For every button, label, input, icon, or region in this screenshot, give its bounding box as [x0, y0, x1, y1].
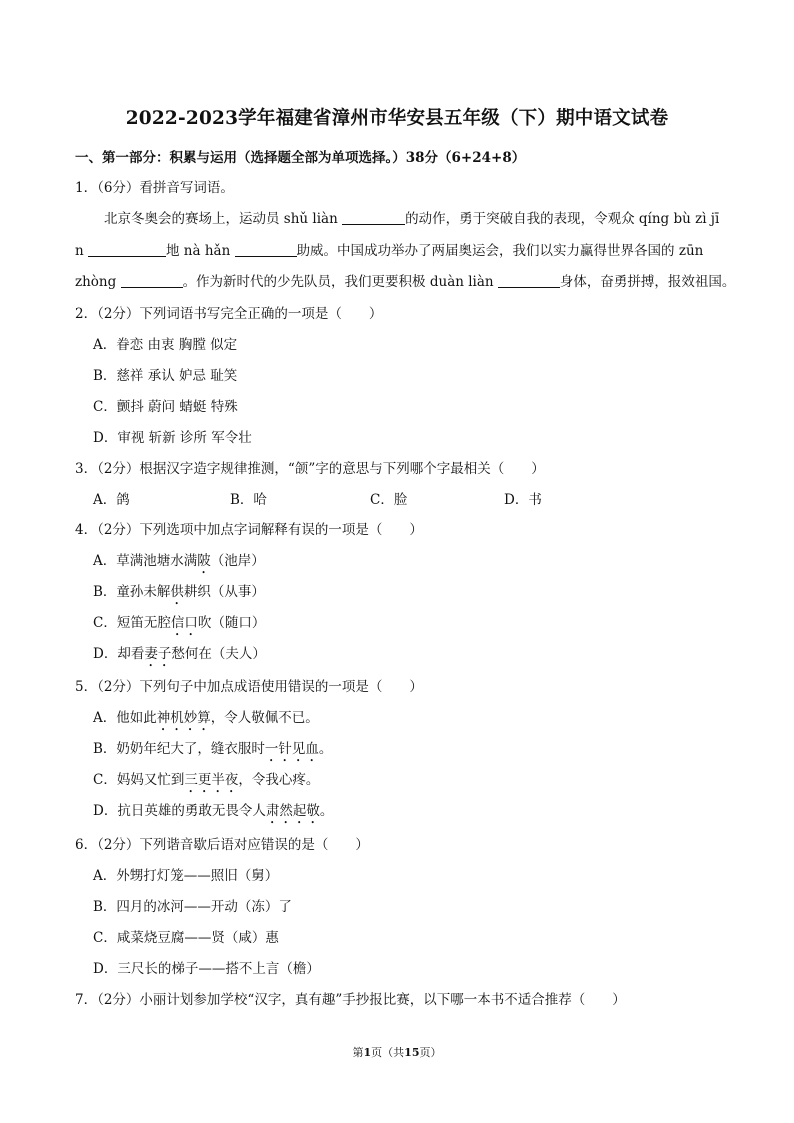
- question-4-option-c[interactable]: [93, 611, 265, 639]
- section-heading: 一、第一部分：积累与运用（选择题全部为单项选择。）38分（6+24+8）: [75, 150, 526, 166]
- question-6-option-b[interactable]: B．四月的冰河——开动（冻）了: [93, 899, 292, 915]
- dotted-idiom: 神机妙算: [156, 710, 211, 726]
- question-5-option-d[interactable]: [93, 799, 333, 827]
- option-text: C．妈妈又忙到: [93, 772, 185, 788]
- question-6-option-a[interactable]: A．外甥打灯笼——照旧（舅）: [93, 868, 279, 884]
- question-3-option-d[interactable]: D．书: [504, 492, 542, 508]
- page-footer: [0, 1044, 794, 1060]
- option-text: B．童孙未解: [93, 584, 171, 600]
- option-text: A．他如此: [93, 710, 157, 726]
- q1-text: 的动作，勇于突破自我的表现，令观众 qíng bù zì jī: [405, 211, 720, 227]
- question-4-head: 4．（2分）下列选项中加点字词解释有误的一项是（ ）: [75, 522, 423, 538]
- footer-total-pages: 15: [404, 1046, 420, 1059]
- question-7-head: 7．（2分）小丽计划参加学校“汉字，真有趣”手抄报比赛，以下哪一本书不适合推荐（ ）: [75, 992, 626, 1008]
- question-3-option-b[interactable]: B．哈: [230, 492, 267, 508]
- option-text: 吹（随口）: [197, 615, 266, 631]
- question-2-option-b[interactable]: B．慈祥 承认 妒忌 耻笑: [93, 368, 238, 384]
- option-text: A．草满池塘水满: [93, 553, 198, 569]
- footer-text: 第: [352, 1046, 364, 1059]
- q1-text: 助威。中国成功举办了两届奥运会，我们以实力赢得世界各国的 zūn: [296, 243, 704, 259]
- answer-blank[interactable]: [121, 273, 183, 288]
- dotted-word: 陂: [197, 553, 211, 569]
- question-2-option-d[interactable]: D．审视 斩新 诊所 军令壮: [93, 430, 252, 446]
- footer-text: 页）: [419, 1046, 442, 1059]
- question-4-option-b[interactable]: [93, 580, 265, 608]
- question-1-head: 1．（6分）看拼音写词语。: [75, 180, 234, 196]
- question-3-head: 3．（2分）根据汉字造字规律推测，“颌”字的意思与下列哪个字最相关（ ）: [75, 461, 545, 477]
- question-5-option-c[interactable]: [93, 768, 319, 796]
- option-text: ，令人敬佩不已。: [210, 710, 319, 726]
- question-5-head: 5．（2分）下列句子中加点成语使用错误的一项是（ ）: [75, 679, 423, 695]
- question-2-option-a[interactable]: A．眷恋 由衷 胸膛 似定: [93, 337, 238, 353]
- page-title: 2022-2023学年福建省漳州市华安县五年级（下）期中语文试卷: [125, 108, 669, 129]
- question-3-option-a[interactable]: A．鸽: [93, 492, 130, 508]
- option-text: C．短笛无腔: [93, 615, 171, 631]
- question-6-head: 6．（2分）下列谐音歇后语对应错误的是（ ）: [75, 837, 369, 853]
- answer-blank[interactable]: [88, 242, 166, 257]
- q1-text: n: [75, 243, 88, 259]
- question-4-option-a[interactable]: [93, 549, 265, 577]
- option-text: 耕织（从事）: [183, 584, 265, 600]
- option-text: B．奶奶年纪大了，缝衣服时: [93, 741, 265, 757]
- option-text: D．却看: [93, 646, 145, 662]
- question-5-option-a[interactable]: [93, 706, 319, 734]
- q1-text: zhòng: [75, 274, 121, 290]
- question-4-option-d[interactable]: [93, 642, 266, 670]
- question-3-options: [93, 488, 733, 508]
- option-text: （池岸）: [210, 553, 265, 569]
- option-text: D．抗日英雄的勇敢无畏令人: [93, 803, 266, 819]
- footer-text: 页（共: [371, 1046, 405, 1059]
- option-text: 愁何在（夫人）: [171, 646, 266, 662]
- question-6-option-c[interactable]: C．咸菜烧豆腐——贤（咸）惠: [93, 930, 279, 946]
- question-3-option-c[interactable]: C．脸: [370, 492, 408, 508]
- question-6-option-d[interactable]: D．三尺长的梯子——搭不上言（檐）: [93, 961, 320, 977]
- q1-text: 地 nà hǎn: [166, 243, 235, 259]
- q1-text: 。作为新时代的少先队员，我们更要积极 duàn liàn: [182, 274, 498, 290]
- question-1-line-1: [104, 207, 719, 227]
- dotted-word: 妻子: [144, 646, 172, 662]
- dotted-idiom: 一针见血: [264, 741, 319, 757]
- footer-page-number: 1: [363, 1046, 372, 1059]
- dotted-word: 信口: [170, 615, 198, 631]
- q1-text: 北京冬奥会的赛场上，运动员 shǔ liàn: [104, 211, 343, 227]
- answer-blank[interactable]: [235, 242, 297, 257]
- question-2-option-c[interactable]: C．颤抖 蔚问 蜻蜓 特殊: [93, 399, 238, 415]
- answer-blank[interactable]: [342, 210, 405, 225]
- answer-blank[interactable]: [498, 273, 560, 288]
- option-text: 。: [318, 741, 333, 757]
- q1-text: 身体，奋勇拼搏，报效祖国。: [559, 274, 736, 290]
- question-1-line-2: [75, 239, 703, 259]
- dotted-idiom: 肃然起敬: [265, 803, 320, 819]
- question-5-option-b[interactable]: [93, 737, 332, 765]
- question-1-line-3: [75, 270, 735, 290]
- dotted-idiom: 三更半夜: [184, 772, 239, 788]
- option-text: ，令我心疼。: [238, 772, 320, 788]
- option-text: 。: [319, 803, 334, 819]
- dotted-word: 供: [170, 584, 184, 600]
- question-2-head: 2．（2分）下列词语书写完全正确的一项是（ ）: [75, 306, 383, 322]
